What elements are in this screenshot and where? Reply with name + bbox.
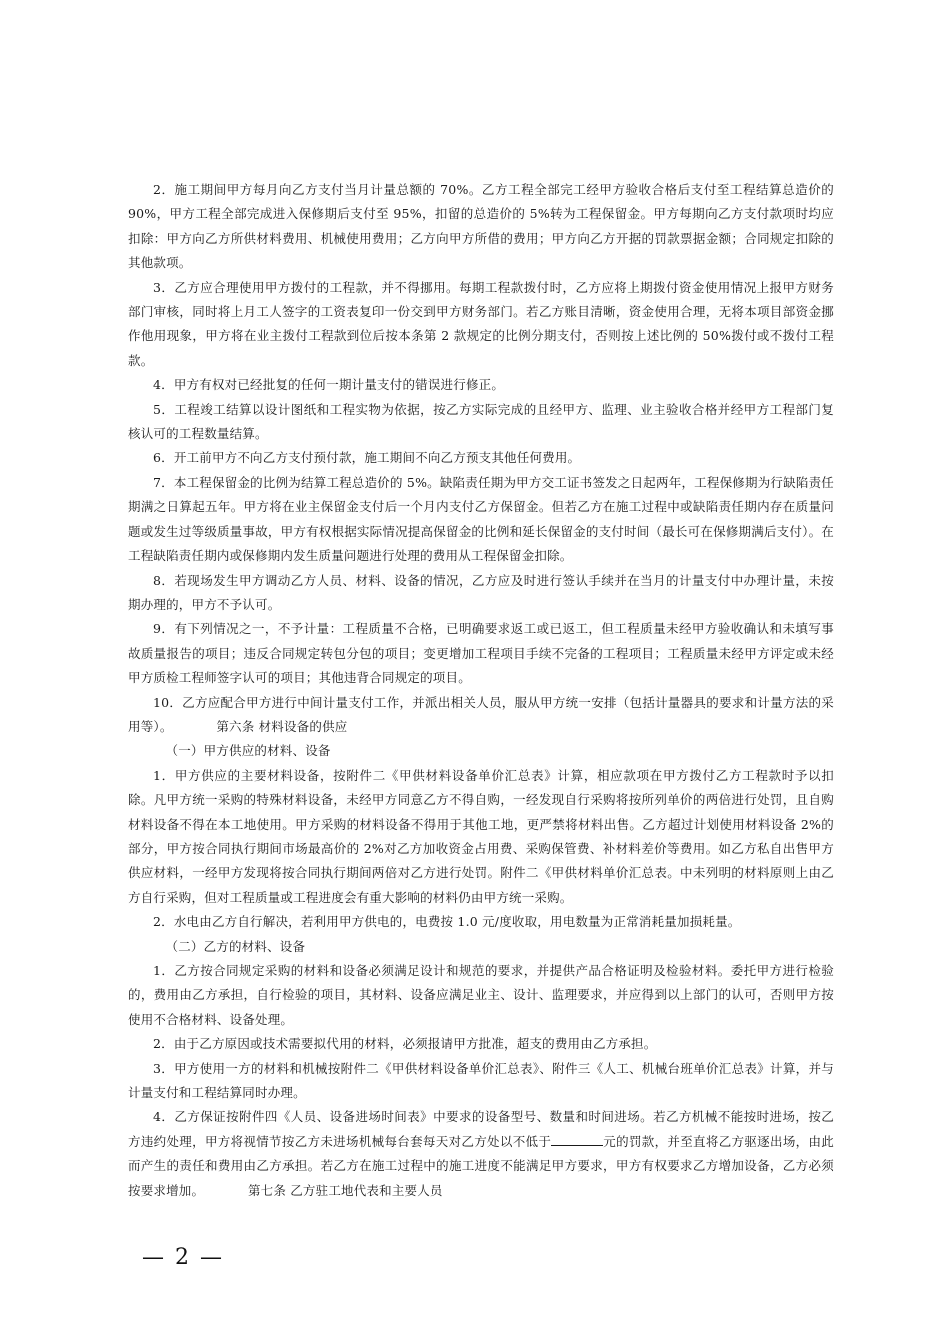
paragraph-10-text: 10．乙方应配合甲方进行中间计量支付工作，并派出相关人员，服从甲方统一安排（包括计量器具的要求和计量方法的采用等）。 [128,694,834,734]
section-heading-party-a-materials: （一）甲方供应的材料、设备 [165,743,331,759]
section1-paragraph-2: 2．水电由乙方自行解决，若利用甲方供电的，电费按 1.0 元/度收取，用电数量为正常消耗量加损耗量。 [153,914,741,930]
section1-paragraph-1: 1．甲方供应的主要材料设备，按附件二《甲供材料设备单价汇总表》计算，相应款项在甲方拨付乙方工程款时予以扣除。凡甲方统一采购的特殊材料设备，未经甲方同意乙方不得自购，一经发现自行采购将按所列单价的两倍进行处罚，且自购材料设备不得在本工地使用。甲方采购的材料设备不得用于其他工地，更严禁将材料出售。乙方超过计划使用材料设备 2%的部分，甲方按合同执行期间市场最高价的 2%对乙方加收资金占用费、采购保管费、补材料差价等费用。如乙方私自出售甲方供应材料，一经甲方发现将按合同执行期间两倍对乙方进行处罚。附件二《甲供材料单价汇总表。中未列明的材料原则上由乙方自行采购，但对工程质量或工程进度会有重大影响的材料仍由甲方统一采购。 [128,767,834,905]
paragraph-4: 4．甲方有权对已经批复的任何一期计量支付的错误进行修正。 [153,377,505,393]
paragraph-9: 9．有下列情况之一，不予计量：工程质量不合格，已明确要求返工或已返工，但工程质量未经甲方验收确认和未填写事故质量报告的项目；违反合同规定转包分包的项目；变更增加工程项目手续不完备的工程项目；工程质量未经甲方评定或未经甲方质检工程师签字认可的项目；其他违背合同规定的项目。 [128,621,834,686]
paragraph-3: 3．乙方应合理使用甲方拨付的工程款，并不得挪用。每期工程款拨付时，乙方应将上期拨付资金使用情况上报甲方财务部门审核，同时将上月工人签字的工资表复印一份交到甲方财务部门。若乙方账目清晰，资金使用合理，无将本项目部资金挪作他用现象，甲方将在业主拨付工程款到位后按本条第 2 款规定的比例分期支付，否则按上述比例的 50%拨付或不拨付工程款。 [128,279,834,368]
article-6-heading: 第六条 材料设备的供应 [216,718,348,734]
fill-in-blank [551,1133,603,1146]
section2-paragraph-2: 2．由于乙方原因或技术需要拟代用的材料，必须报请甲方批准，超支的费用由乙方承担。 [153,1036,657,1052]
section2-paragraph-3: 3．甲方使用一方的材料和机械按附件二《甲供材料设备单价汇总表》、附件三《人工、机械台班单价汇总表》计算，并与计量支付和工程结算同时办理。 [128,1060,834,1101]
paragraph-7: 7．本工程保留金的比例为结算工程总造价的 5%。缺陷责任期为甲方交工证书签发之日起两年，工程保修期为行缺陷责任期满之日算起五年。甲方将在业主保留金支付后一个月内支付乙方保留金。但若乙方在施工过程中或缺陷责任期内存在质量问题或发生过等级质量事故，甲方有权根据实际情况提高保留金的比例和延长保留金的支付时间（最长可在保修期满后支付）。在工程缺陷责任期内或保修期内发生质量问题进行处理的费用从工程保留金扣除。 [128,474,834,564]
section2-paragraph-4-part2: 元的罚款，并至直将乙方驱逐出场，由此而产生的责任和费用由乙方承担。若乙方在施工过程中的施工进度不能满足甲方要求，甲方有权要求乙方增加设备，乙方必须按要求增加。 [128,1133,834,1198]
paragraph-8: 8．若现场发生甲方调动乙方人员、材料、设备的情况，乙方应及时进行签认手续并在当月的计量支付中办理计量，未按期办理的，甲方不予认可。 [128,572,834,612]
section-heading-party-b-materials: （二）乙方的材料、设备 [165,938,306,954]
paragraph-5: 5．工程竣工结算以设计图纸和工程实物为依据，按乙方实际完成的且经甲方、监理、业主验收合格并经甲方工程部门复核认可的工程数量结算。 [128,401,834,442]
article-7-heading: 第七条 乙方驻工地代表和主要人员 [247,1182,443,1198]
page-number: — 2 — [142,1245,224,1270]
section2-paragraph-4 [128,1105,834,1203]
paragraph-2: 2．施工期间甲方每月向乙方支付当月计量总额的 70%。乙方工程全部完工经甲方验收合格后支付至工程结算总造价的 90%，甲方工程全部完成进入保修期后支付至 95%，扣留的总造价的 5%转为工程保留金。甲方每期向乙方支付款项时均应扣除：甲方向乙方所供材料费用、机械使用费用；乙方向甲方所借的费用；甲方向乙方开据的罚款票据金额；合同规定扣除的其他款项。 [128,182,834,271]
document-body [128,178,834,1203]
section2-paragraph-1: 1．乙方按合同规定采购的材料和设备必须满足设计和规范的要求，并提供产品合格证明及检验材料。委托甲方进行检验的，费用由乙方承担，自行检验的项目，其材料、设备应满足业主、设计、监理要求，并应得到以上部门的认可，否则甲方按使用不合格材料、设备处理。 [128,963,834,1027]
paragraph-10 [128,691,834,740]
paragraph-6: 6．开工前甲方不向乙方支付预付款，施工期间不向乙方预支其他任何费用。 [153,450,581,466]
section2-paragraph-4-part1: 4．乙方保证按附件四《人员、设备进场时间表》中要求的设备型号、数量和时间进场。若乙方机械不能按时进场，按乙方违约处理，甲方将视情节按乙方未进场机械每台套每天对乙方处以不低于 [128,1109,834,1149]
